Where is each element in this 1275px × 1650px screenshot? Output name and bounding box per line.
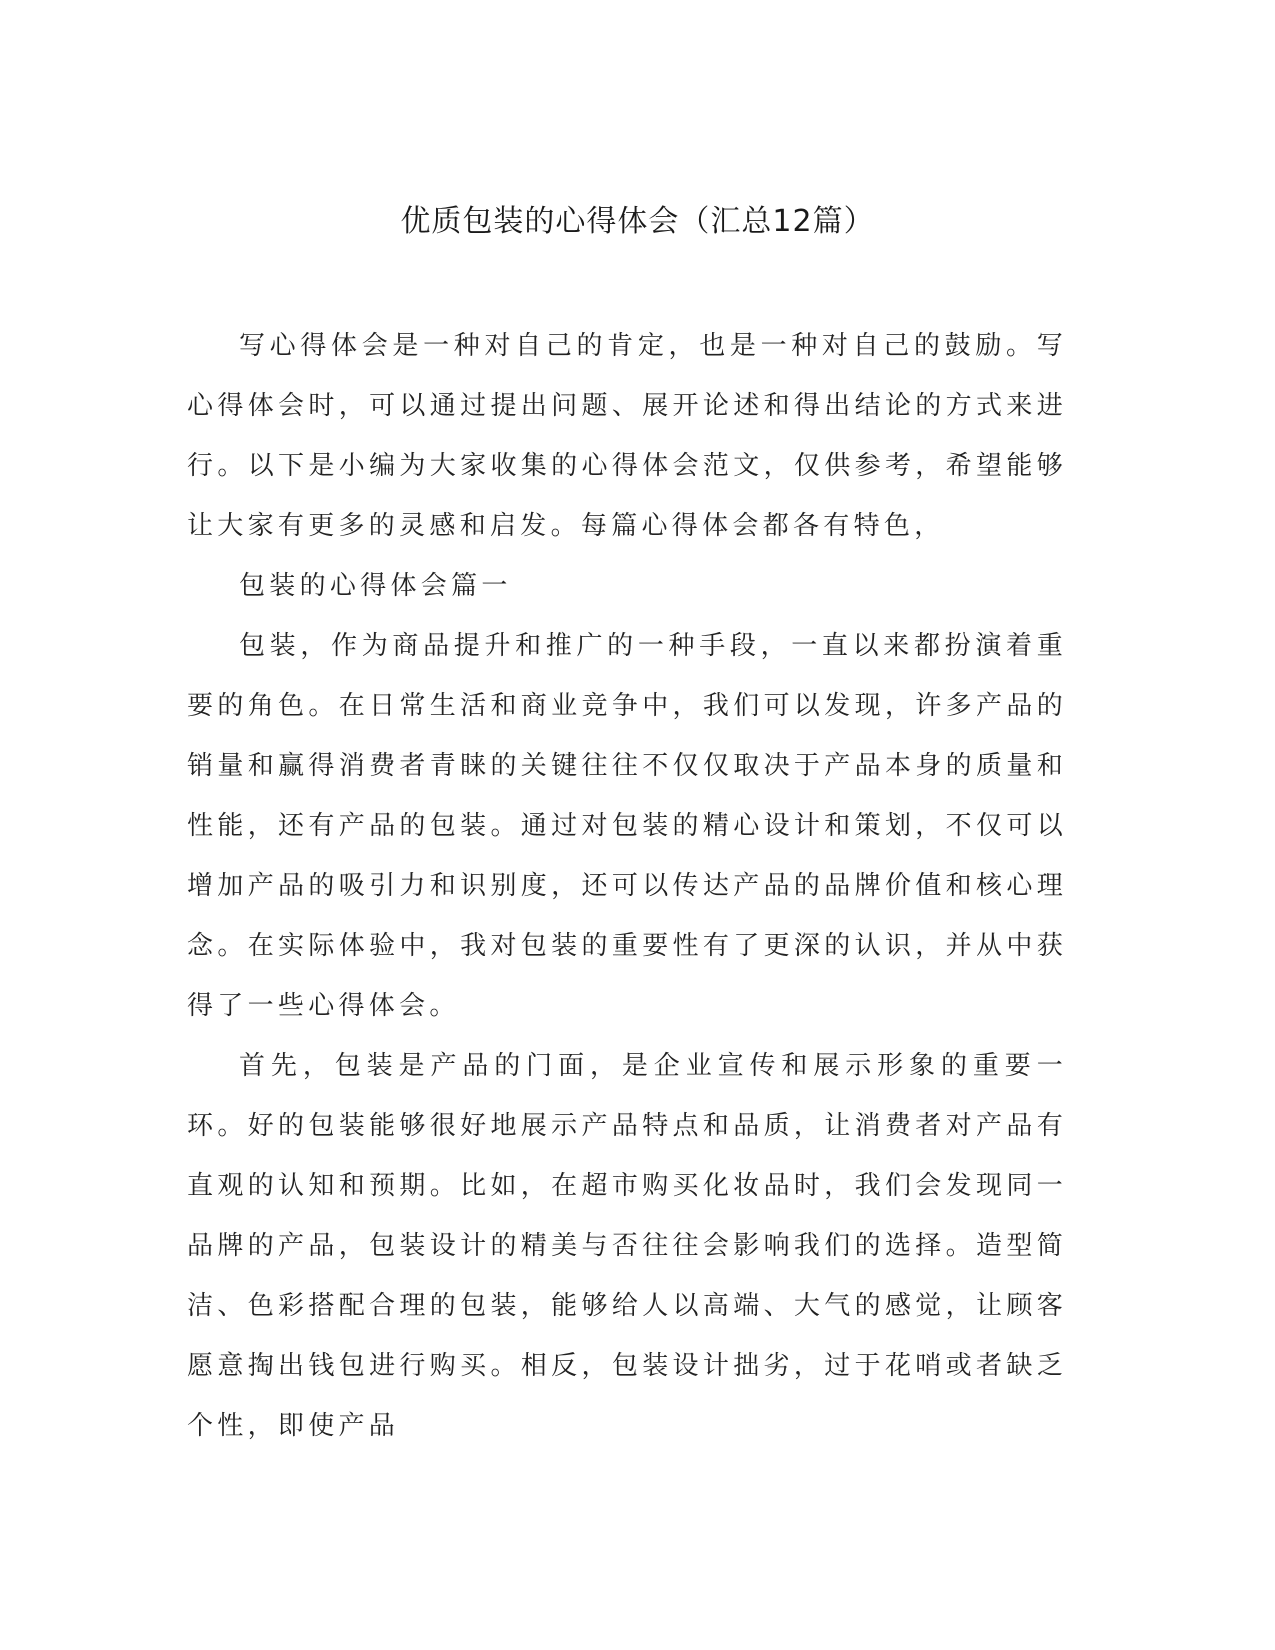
document-body [187, 316, 1067, 1456]
document-title: 优质包装的心得体会（汇总12篇） [400, 204, 875, 239]
intro-paragraph: 写心得体会是一种对自己的肯定，也是一种对自己的鼓励。写心得体会时，可以通过提出问题、展开论述和得出结论的方式来进行。以下是小编为大家收集的心得体会范文，仅供参考，希望能够让大家有更多的灵感和启发。每篇心得体会都各有特色， [187, 331, 1067, 541]
body-paragraph: 包装，作为商品提升和推广的一种手段，一直以来都扮演着重要的角色。在日常生活和商业竞争中，我们可以发现，许多产品的销量和赢得消费者青睐的关键往往不仅仅取决于产品本身的质量和性能，还有产品的包装。通过对包装的精心设计和策划，不仅可以增加产品的吸引力和识别度，还可以传达产品的品牌价值和核心理念。在实际体验中，我对包装的重要性有了更深的认识，并从中获得了一些心得体会。 [187, 631, 1067, 1021]
body-paragraph: 首先，包装是产品的门面，是企业宣传和展示形象的重要一环。好的包装能够很好地展示产品特点和品质，让消费者对产品有直观的认知和预期。比如，在超市购买化妆品时，我们会发现同一品牌的产品，包装设计的精美与否往往会影响我们的选择。造型简洁、色彩搭配合理的包装，能够给人以高端、大气的感觉，让顾客愿意掏出钱包进行购买。相反，包装设计拙劣，过于花哨或者缺乏个性，即使产品 [187, 1051, 1067, 1441]
section-heading: 包装的心得体会篇一 [239, 571, 512, 601]
